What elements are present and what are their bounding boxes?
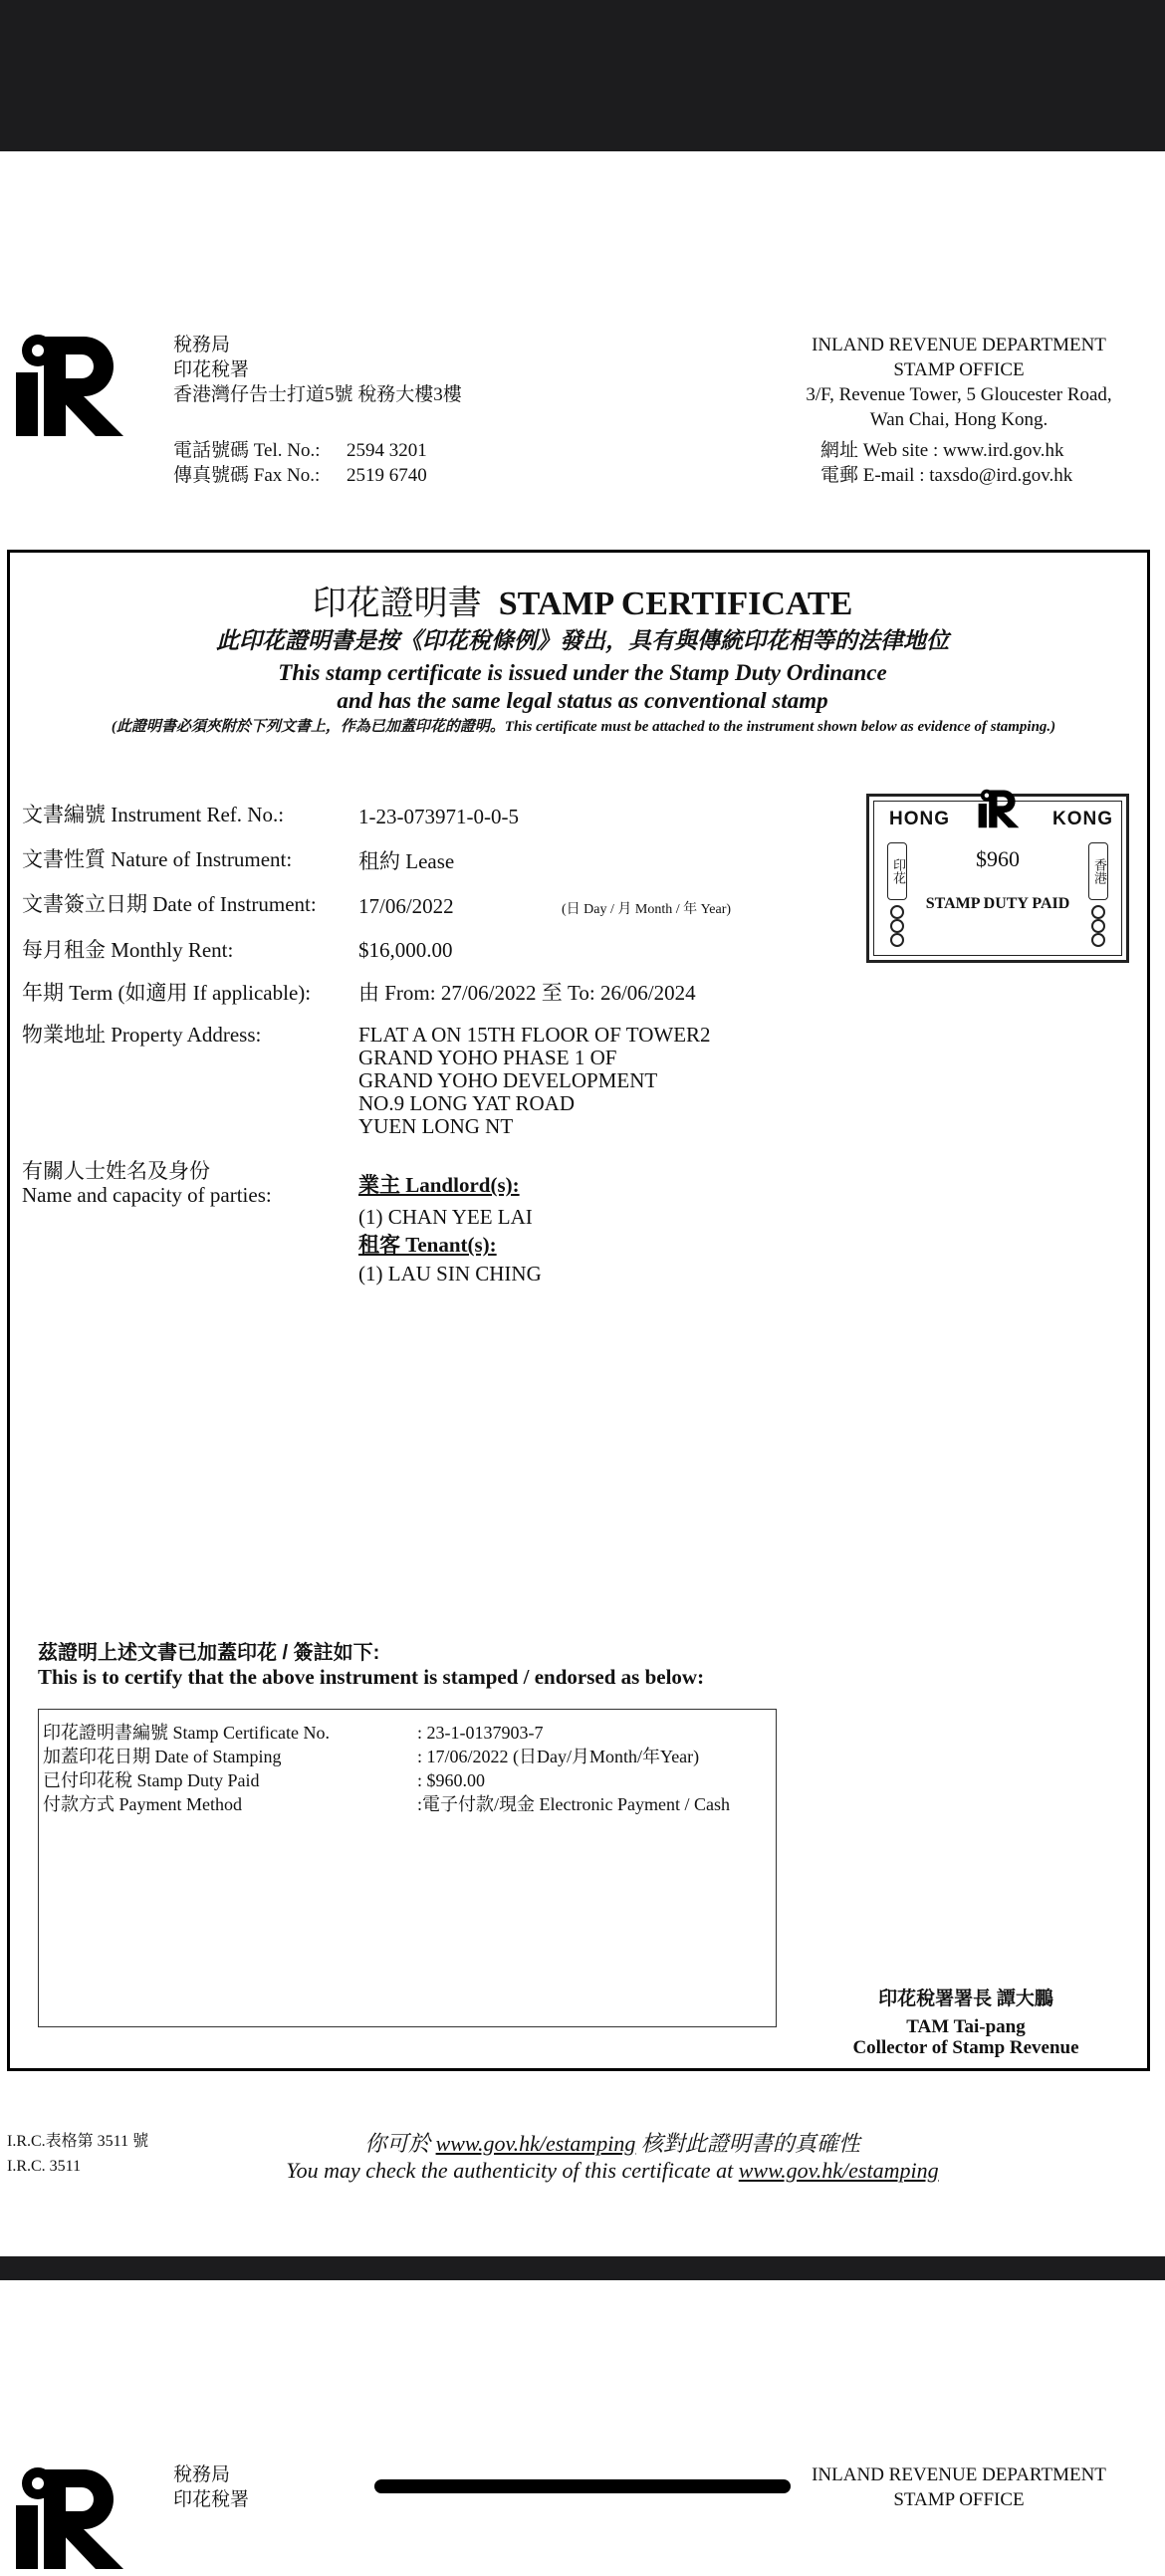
stamp-side-left: 印花 bbox=[887, 842, 907, 900]
date-hint: (日 Day / 月 Month / 年 Year) bbox=[562, 902, 732, 917]
certificate-details-box bbox=[38, 1709, 777, 2027]
address-line: YUEN LONG NT bbox=[358, 1114, 514, 1138]
stamp-ornament-left-icon bbox=[887, 904, 907, 955]
address-label: 物業地址 Property Address: bbox=[22, 1023, 262, 1047]
term-value: 由 From: 27/06/2022 至 To: 26/06/2024 bbox=[358, 981, 696, 1005]
attach-note: (此證明書必須夾附於下列文書上，作為已加蓋印花的證明。This certificate must be attached to the instrument shown below as evidence of stamping.) bbox=[111, 719, 1056, 735]
verify-cn-pre: 你可於 bbox=[364, 2131, 431, 2156]
certify-cn: 茲證明上述文書已加蓋印花 / 簽註如下: bbox=[38, 1642, 380, 1664]
subtitle-cn: 此印花證明書是按《印花稅條例》發出，具有與傳統印花相等的法律地位 bbox=[216, 628, 949, 653]
ird-logo-icon bbox=[14, 2465, 125, 2571]
landlord-heading: 業主 Landlord(s): bbox=[358, 1173, 520, 1197]
ref-value: 1-23-073971-0-0-5 bbox=[358, 805, 519, 828]
estamping-link[interactable]: www.gov.hk/estamping bbox=[435, 2131, 636, 2156]
header-cn-dept: 稅務局 bbox=[173, 335, 231, 355]
header-cn-address: 香港灣仔告士打道5號 稅務大樓3樓 bbox=[173, 384, 462, 405]
stamp-amount: $960 bbox=[976, 846, 1020, 871]
collector-name-en: TAM Tai-pang bbox=[906, 2016, 1026, 2037]
tel-value: 2594 3201 bbox=[347, 440, 427, 461]
stamping-date-value: : 17/06/2022 (日Day/月Month/年Year) bbox=[417, 1747, 700, 1766]
property-address bbox=[358, 1024, 711, 1138]
collector-title-cn: 印花稅署署長 譚大鵬 bbox=[878, 1989, 1053, 2009]
duty-paid-label: 已付印花稅 Stamp Duty Paid bbox=[43, 1770, 260, 1790]
ird-logo-icon bbox=[14, 333, 125, 438]
date-label: 文書簽立日期 Date of Instrument: bbox=[22, 892, 317, 916]
stamping-date-label: 加蓋印花日期 Date of Stamping bbox=[43, 1747, 282, 1766]
verify-cn-post: 核對此證明書的真確性 bbox=[640, 2131, 860, 2156]
rent-label: 每月租金 Monthly Rent: bbox=[22, 938, 234, 962]
address-line: GRAND YOHO PHASE 1 OF bbox=[358, 1046, 617, 1069]
stamp-paid-text: STAMP DUTY PAID bbox=[925, 895, 1070, 912]
address-line: FLAT A ON 15TH FLOOR OF TOWER2 bbox=[358, 1023, 711, 1047]
certificate-title bbox=[0, 576, 1165, 624]
verify-line-cn bbox=[139, 2127, 1085, 2158]
nature-value: 租約 Lease bbox=[358, 849, 455, 873]
home-indicator[interactable] bbox=[374, 2479, 791, 2493]
stamp-side-right: 香港 bbox=[1088, 842, 1108, 900]
form-number-en: I.R.C. 3511 bbox=[7, 2158, 82, 2175]
next-cn-office: 印花稅署 bbox=[173, 2489, 250, 2510]
stamp-ornament-right-icon bbox=[1088, 904, 1108, 955]
address-line: NO.9 LONG YAT ROAD bbox=[358, 1091, 576, 1115]
collector-title-en: Collector of Stamp Revenue bbox=[852, 2037, 1079, 2058]
header-en-address-1: 3/F, Revenue Tower, 5 Gloucester Road, bbox=[806, 384, 1112, 405]
term-label: 年期 Term (如適用 If applicable): bbox=[22, 981, 312, 1005]
subtitle-en-1: This stamp certificate is issued under the Stamp Duty Ordinance bbox=[278, 660, 887, 685]
next-cn-dept: 稅務局 bbox=[173, 2464, 231, 2485]
fax-label: 傳真號碼 Fax No.: bbox=[173, 465, 321, 486]
rent-value: $16,000.00 bbox=[358, 938, 453, 962]
address-line: GRAND YOHO DEVELOPMENT bbox=[358, 1068, 658, 1092]
verify-en-pre: You may check the authenticity of this certificate at bbox=[286, 2158, 734, 2183]
nature-label: 文書性質 Nature of Instrument: bbox=[22, 847, 293, 871]
payment-method-value: :電子付款/現金 Electronic Payment / Cash bbox=[417, 1794, 730, 1814]
tenant-heading: 租客 Tenant(s): bbox=[358, 1233, 497, 1257]
title-cn: 印花證明書 bbox=[312, 585, 482, 622]
header-en-address-2: Wan Chai, Hong Kong. bbox=[869, 409, 1048, 430]
stamp-kong: KONG bbox=[1052, 809, 1113, 829]
tenant-1: (1) LAU SIN CHING bbox=[358, 1262, 542, 1286]
verify-line-en bbox=[139, 2158, 1085, 2184]
stamp-duty-paid-stamp bbox=[866, 794, 1129, 963]
fax-value: 2519 6740 bbox=[347, 465, 427, 486]
parties-label-en: Name and capacity of parties: bbox=[22, 1183, 272, 1207]
stamp-cert-no-value: : 23-1-0137903-7 bbox=[417, 1723, 544, 1743]
page-break-bar bbox=[0, 2256, 1165, 2280]
ref-label: 文書編號 Instrument Ref. No.: bbox=[22, 803, 285, 826]
parties-label-cn: 有關人士姓名及身份 bbox=[22, 1159, 210, 1183]
next-en-dept: INLAND REVENUE DEPARTMENT bbox=[812, 2464, 1106, 2485]
date-value: 17/06/2022 bbox=[358, 894, 454, 918]
estamping-link[interactable]: www.gov.hk/estamping bbox=[738, 2158, 939, 2183]
header-en-dept: INLAND REVENUE DEPARTMENT bbox=[812, 335, 1106, 355]
header-email[interactable]: 電郵 E-mail : taxsdo@ird.gov.hk bbox=[820, 465, 1073, 486]
form-number-cn: I.R.C.表格第 3511 號 bbox=[7, 2133, 149, 2150]
certify-en: This is to certify that the above instrument is stamped / endorsed as below: bbox=[38, 1665, 705, 1689]
payment-method-label: 付款方式 Payment Method bbox=[43, 1794, 242, 1814]
stamp-hong: HONG bbox=[889, 809, 950, 829]
subtitle-en-2: and has the same legal status as conventional stamp bbox=[337, 688, 828, 713]
header-en-office: STAMP OFFICE bbox=[893, 359, 1025, 380]
duty-paid-value: : $960.00 bbox=[417, 1770, 486, 1790]
next-en-office: STAMP OFFICE bbox=[893, 2489, 1025, 2510]
top-bar bbox=[0, 0, 1165, 151]
header-website[interactable]: 網址 Web site : www.ird.gov.hk bbox=[820, 440, 1064, 461]
tel-label: 電話號碼 Tel. No.: bbox=[173, 440, 321, 461]
stamp-cert-no-label: 印花證明書編號 Stamp Certificate No. bbox=[43, 1723, 330, 1743]
landlord-1: (1) CHAN YEE LAI bbox=[358, 1205, 533, 1229]
stamp-ird-logo-icon bbox=[977, 789, 1021, 833]
title-en: STAMP CERTIFICATE bbox=[498, 585, 853, 622]
header-cn-office: 印花稅署 bbox=[173, 359, 250, 380]
